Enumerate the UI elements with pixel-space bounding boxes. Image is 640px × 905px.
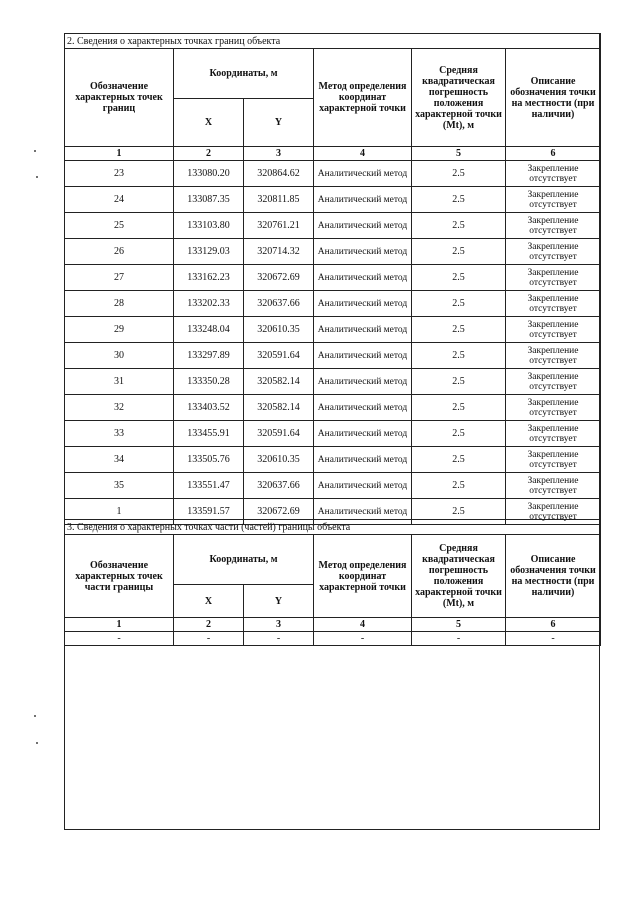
description-cell: Закрепление отсутствует bbox=[506, 291, 601, 317]
description-cell: Закрепление отсутствует bbox=[506, 187, 601, 213]
section3-table bbox=[64, 519, 601, 646]
header-designation: Обозначение характерных точек границ bbox=[65, 49, 174, 147]
col-number: 4 bbox=[314, 147, 412, 161]
column-numbers-row bbox=[65, 147, 601, 161]
error-cell: 2.5 bbox=[412, 447, 506, 473]
method-cell: Аналитический метод bbox=[314, 447, 412, 473]
header-method: Метод определения координат характерной точки bbox=[314, 49, 412, 147]
point-id-cell: 32 bbox=[65, 395, 174, 421]
section3-title: 3. Сведения о характерных точках части (частей) границы объекта bbox=[65, 520, 601, 535]
x-cell: 133080.20 bbox=[174, 161, 244, 187]
empty-cell: - bbox=[412, 632, 506, 646]
method-cell: Аналитический метод bbox=[314, 421, 412, 447]
method-cell: Аналитический метод bbox=[314, 213, 412, 239]
point-id-cell: 31 bbox=[65, 369, 174, 395]
header-y: Y bbox=[244, 99, 314, 147]
table-row bbox=[65, 187, 601, 213]
x-cell: 133248.04 bbox=[174, 317, 244, 343]
description-cell: Закрепление отсутствует bbox=[506, 369, 601, 395]
col-number: 1 bbox=[65, 147, 174, 161]
col-number: 4 bbox=[314, 618, 412, 632]
y-cell: 320637.66 bbox=[244, 473, 314, 499]
scan-speck bbox=[36, 742, 38, 744]
table-row bbox=[65, 343, 601, 369]
description-cell: Закрепление отсутствует bbox=[506, 317, 601, 343]
x-cell: 133103.80 bbox=[174, 213, 244, 239]
point-id-cell: 27 bbox=[65, 265, 174, 291]
y-cell: 320610.35 bbox=[244, 317, 314, 343]
point-id-cell: 29 bbox=[65, 317, 174, 343]
y-cell: 320864.62 bbox=[244, 161, 314, 187]
x-cell: 133350.28 bbox=[174, 369, 244, 395]
scan-speck bbox=[34, 715, 36, 717]
error-cell: 2.5 bbox=[412, 473, 506, 499]
method-cell: Аналитический метод bbox=[314, 161, 412, 187]
point-id-cell: 28 bbox=[65, 291, 174, 317]
point-id-cell: 24 bbox=[65, 187, 174, 213]
empty-cell: - bbox=[244, 632, 314, 646]
description-cell: Закрепление отсутствует bbox=[506, 447, 601, 473]
method-cell: Аналитический метод bbox=[314, 473, 412, 499]
table-row bbox=[65, 395, 601, 421]
x-cell: 133551.47 bbox=[174, 473, 244, 499]
error-cell: 2.5 bbox=[412, 343, 506, 369]
error-cell: 2.5 bbox=[412, 161, 506, 187]
error-cell: 2.5 bbox=[412, 187, 506, 213]
error-cell: 2.5 bbox=[412, 265, 506, 291]
y-cell: 320811.85 bbox=[244, 187, 314, 213]
error-cell: 2.5 bbox=[412, 395, 506, 421]
header-coords: Координаты, м bbox=[174, 49, 314, 99]
description-cell: Закрепление отсутствует bbox=[506, 343, 601, 369]
scan-speck bbox=[36, 176, 38, 178]
x-cell: 133403.52 bbox=[174, 395, 244, 421]
col-number: 5 bbox=[412, 618, 506, 632]
point-id-cell: 1 bbox=[65, 499, 174, 525]
col-number: 2 bbox=[174, 147, 244, 161]
table-row bbox=[65, 291, 601, 317]
header-y: Y bbox=[244, 585, 314, 618]
point-id-cell: 33 bbox=[65, 421, 174, 447]
x-cell: 133129.03 bbox=[174, 239, 244, 265]
empty-data-row bbox=[65, 632, 601, 646]
error-cell: 2.5 bbox=[412, 213, 506, 239]
point-id-cell: 25 bbox=[65, 213, 174, 239]
header-method: Метод определения координат характерной точки bbox=[314, 535, 412, 618]
header-error: Средняя квадратическая погрешность положения характерной точки (Mt), м bbox=[412, 535, 506, 618]
col-number: 3 bbox=[244, 147, 314, 161]
table-row bbox=[65, 213, 601, 239]
y-cell: 320610.35 bbox=[244, 447, 314, 473]
y-cell: 320761.21 bbox=[244, 213, 314, 239]
header-description: Описание обозначения точки на местности (при наличии) bbox=[506, 49, 601, 147]
table-row bbox=[65, 239, 601, 265]
table-row bbox=[65, 447, 601, 473]
y-cell: 320591.64 bbox=[244, 343, 314, 369]
y-cell: 320714.32 bbox=[244, 239, 314, 265]
table-row bbox=[65, 265, 601, 291]
col-number: 2 bbox=[174, 618, 244, 632]
table-row bbox=[65, 161, 601, 187]
header-description: Описание обозначения точки на местности (при наличии) bbox=[506, 535, 601, 618]
point-id-cell: 34 bbox=[65, 447, 174, 473]
y-cell: 320591.64 bbox=[244, 421, 314, 447]
table-row bbox=[65, 369, 601, 395]
x-cell: 133455.91 bbox=[174, 421, 244, 447]
description-cell: Закрепление отсутствует bbox=[506, 421, 601, 447]
col-number: 5 bbox=[412, 147, 506, 161]
section2-title: 2. Сведения о характерных точках границ объекта bbox=[65, 34, 601, 49]
description-cell: Закрепление отсутствует bbox=[506, 499, 601, 525]
header-x: X bbox=[174, 585, 244, 618]
header-coords: Координаты, м bbox=[174, 535, 314, 585]
description-cell: Закрепление отсутствует bbox=[506, 161, 601, 187]
empty-cell: - bbox=[174, 632, 244, 646]
scan-speck bbox=[34, 150, 36, 152]
y-cell: 320672.69 bbox=[244, 265, 314, 291]
method-cell: Аналитический метод bbox=[314, 343, 412, 369]
x-cell: 133591.57 bbox=[174, 499, 244, 525]
y-cell: 320672.69 bbox=[244, 499, 314, 525]
table-row bbox=[65, 473, 601, 499]
description-cell: Закрепление отсутствует bbox=[506, 213, 601, 239]
empty-cell: - bbox=[506, 632, 601, 646]
empty-cell: - bbox=[314, 632, 412, 646]
description-cell: Закрепление отсутствует bbox=[506, 395, 601, 421]
method-cell: Аналитический метод bbox=[314, 369, 412, 395]
error-cell: 2.5 bbox=[412, 499, 506, 525]
col-number: 6 bbox=[506, 147, 601, 161]
error-cell: 2.5 bbox=[412, 239, 506, 265]
method-cell: Аналитический метод bbox=[314, 239, 412, 265]
col-number: 6 bbox=[506, 618, 601, 632]
error-cell: 2.5 bbox=[412, 291, 506, 317]
error-cell: 2.5 bbox=[412, 421, 506, 447]
point-id-cell: 30 bbox=[65, 343, 174, 369]
header-error: Средняя квадратическая погрешность положения характерной точки (Mt), м bbox=[412, 49, 506, 147]
description-cell: Закрепление отсутствует bbox=[506, 473, 601, 499]
column-numbers-row bbox=[65, 618, 601, 632]
method-cell: Аналитический метод bbox=[314, 499, 412, 525]
header-x: X bbox=[174, 99, 244, 147]
method-cell: Аналитический метод bbox=[314, 187, 412, 213]
method-cell: Аналитический метод bbox=[314, 265, 412, 291]
x-cell: 133505.76 bbox=[174, 447, 244, 473]
x-cell: 133202.33 bbox=[174, 291, 244, 317]
col-number: 3 bbox=[244, 618, 314, 632]
point-id-cell: 23 bbox=[65, 161, 174, 187]
table-row bbox=[65, 421, 601, 447]
x-cell: 133297.89 bbox=[174, 343, 244, 369]
description-cell: Закрепление отсутствует bbox=[506, 265, 601, 291]
section2-table bbox=[64, 33, 601, 525]
x-cell: 133087.35 bbox=[174, 187, 244, 213]
error-cell: 2.5 bbox=[412, 369, 506, 395]
y-cell: 320637.66 bbox=[244, 291, 314, 317]
table-row bbox=[65, 317, 601, 343]
empty-cell: - bbox=[65, 632, 174, 646]
point-id-cell: 26 bbox=[65, 239, 174, 265]
error-cell: 2.5 bbox=[412, 317, 506, 343]
method-cell: Аналитический метод bbox=[314, 291, 412, 317]
method-cell: Аналитический метод bbox=[314, 317, 412, 343]
header-designation: Обозначение характерных точек части границы bbox=[65, 535, 174, 618]
description-cell: Закрепление отсутствует bbox=[506, 239, 601, 265]
y-cell: 320582.14 bbox=[244, 369, 314, 395]
document-frame bbox=[64, 33, 600, 830]
x-cell: 133162.23 bbox=[174, 265, 244, 291]
col-number: 1 bbox=[65, 618, 174, 632]
point-id-cell: 35 bbox=[65, 473, 174, 499]
method-cell: Аналитический метод bbox=[314, 395, 412, 421]
y-cell: 320582.14 bbox=[244, 395, 314, 421]
